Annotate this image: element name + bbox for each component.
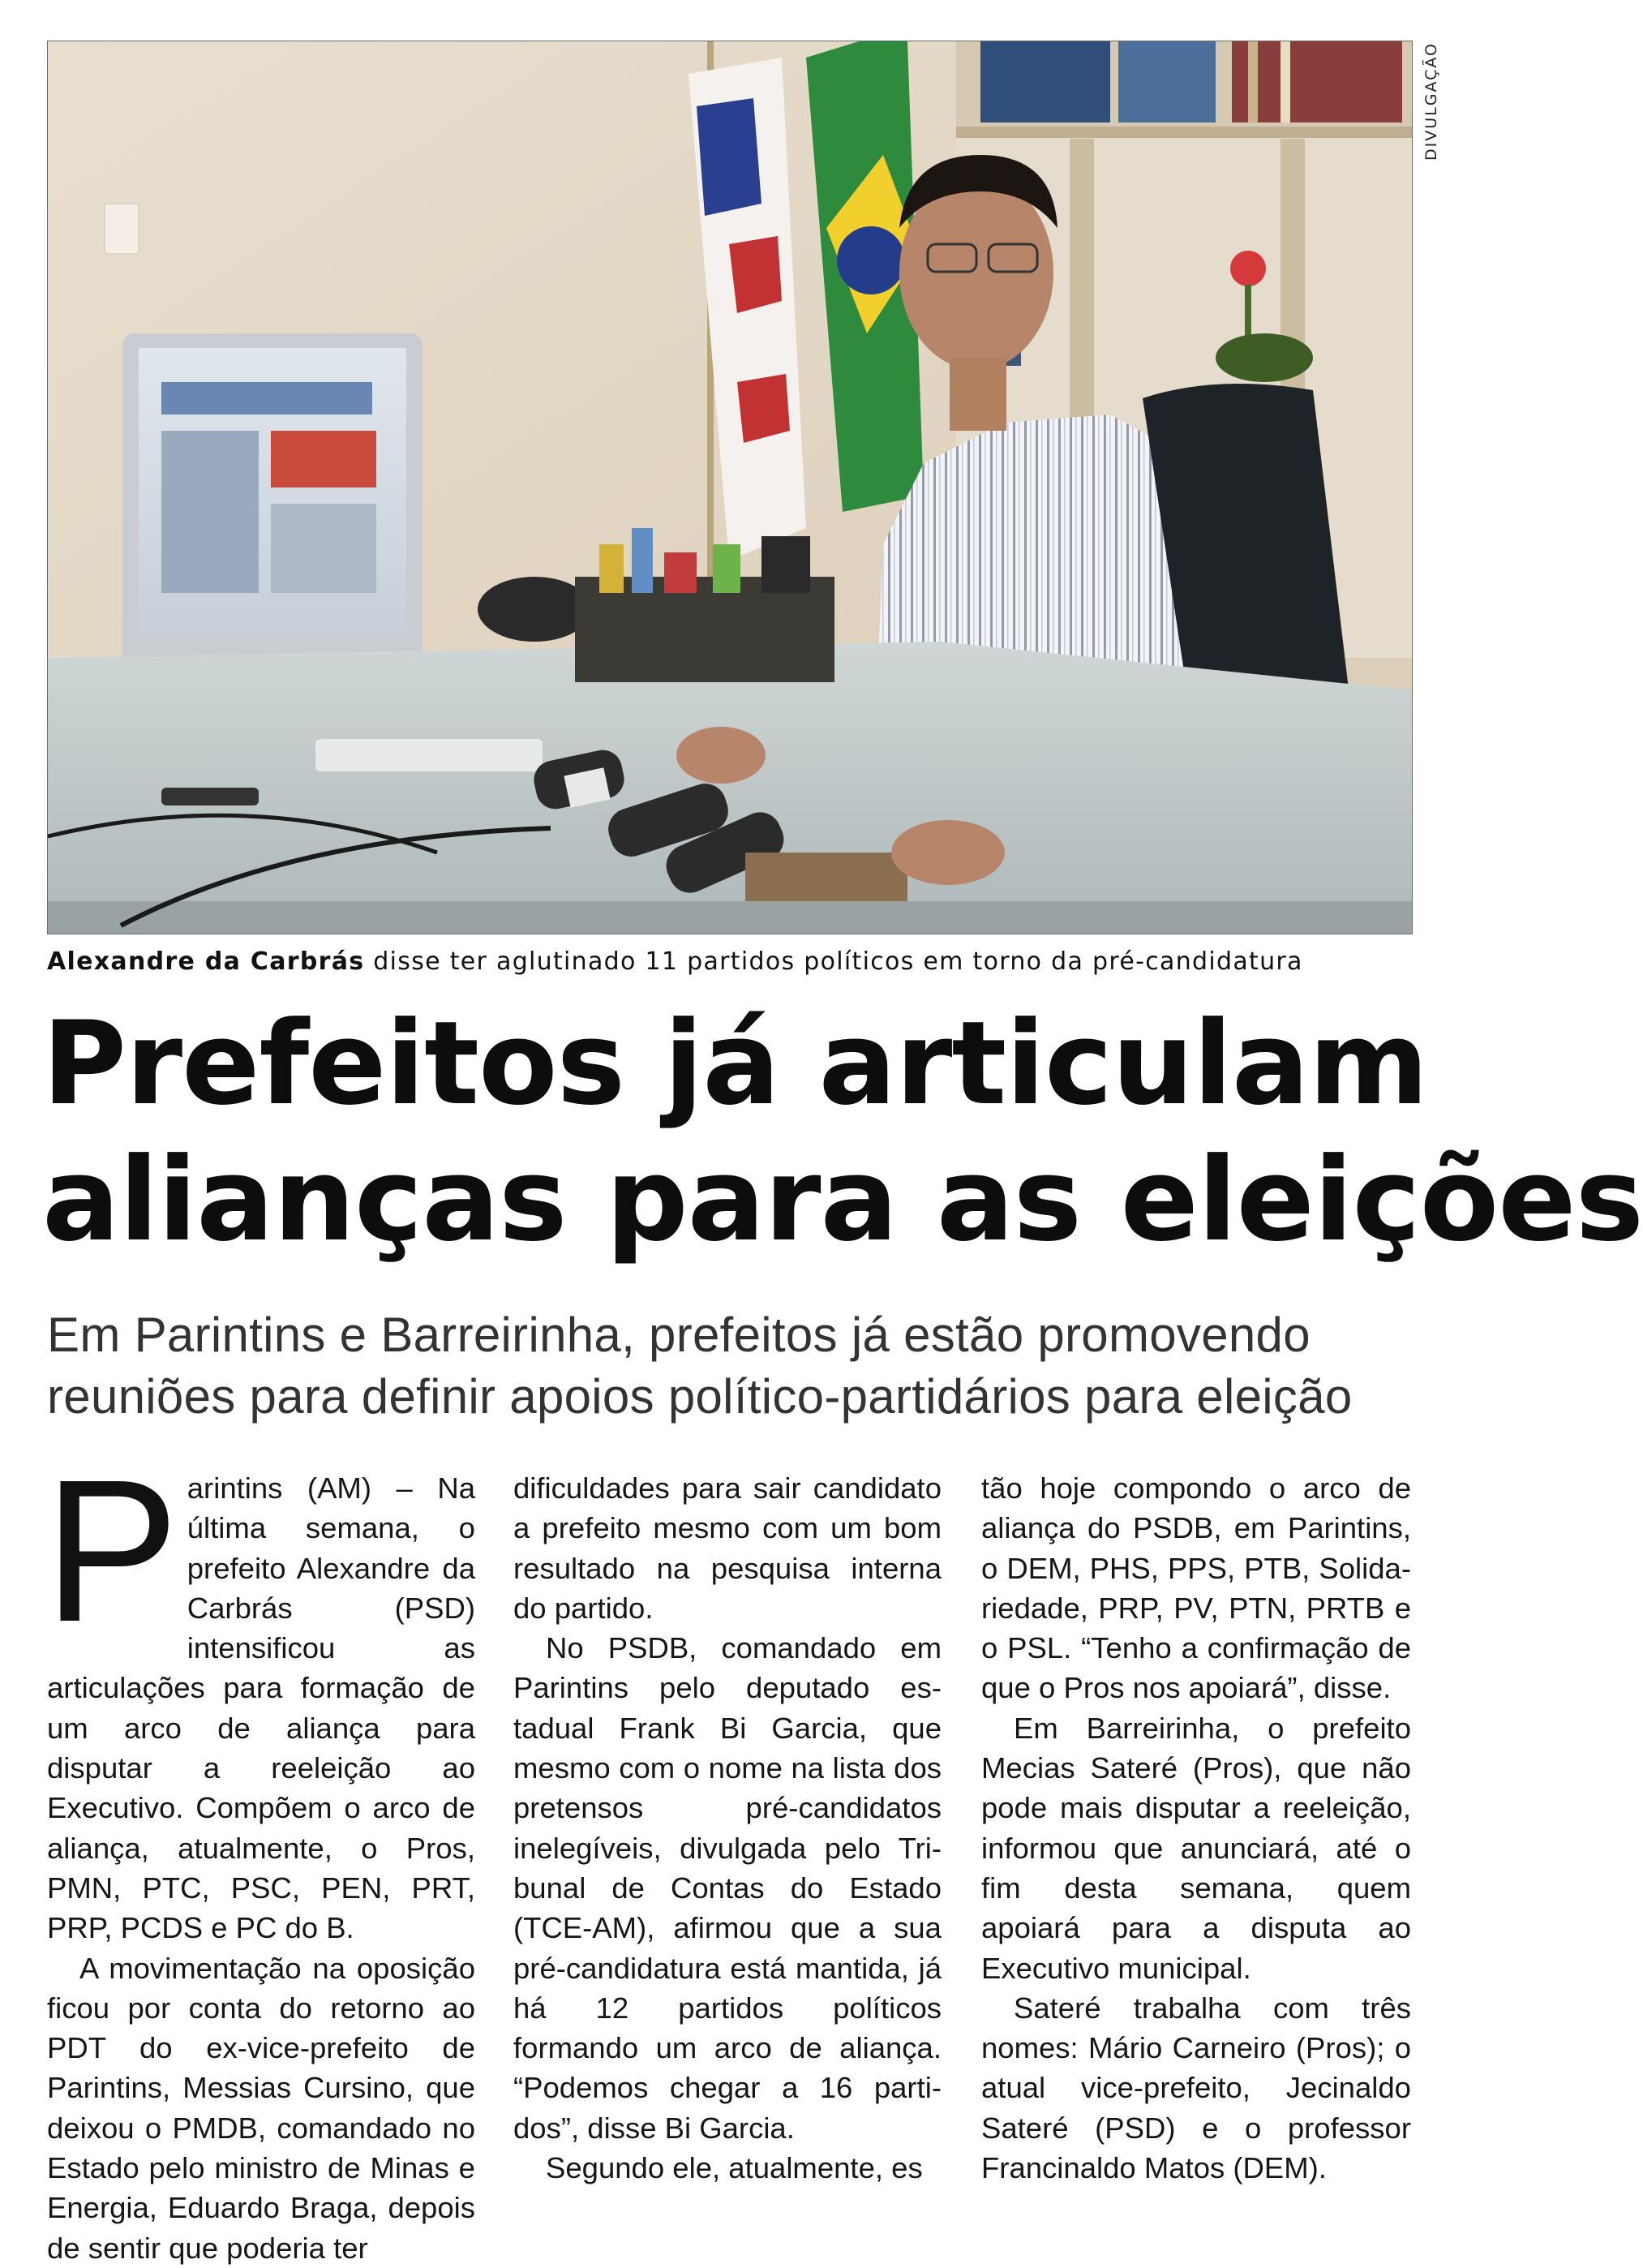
headline-line-1: Prefeitos já articulam — [42, 997, 1428, 1131]
deck-line-1: Em Parintins e Barreirinha, prefeitos já estão promovendo — [47, 1308, 1311, 1362]
article-paragraph: dificuldades para sair candidato a prefeito mesmo com um bom resultado na pesquisa interna do partido. — [513, 1471, 942, 1625]
article-column-3 — [981, 1468, 1411, 2188]
article-paragraph: Segundo ele, atualmente, es — [546, 2151, 923, 2185]
article-photo — [47, 41, 1413, 934]
article-column-1 — [44, 1437, 475, 2268]
paragraph-text: arintins (AM) – Na última semana, o prefeito Alexandre da Carbrás (PSD) intensificou as articulações para formação de um arco de aliança para disputar a reeleição ao Executivo. Compõem o arco de aliança, atualmente, o Pros, PMN, PTC, PSC, PEN, PRT, PRP, PCDS e PC do B. — [47, 1471, 475, 1945]
photo-credit: DIVULGAÇÃO — [1422, 42, 1440, 161]
article-paragraph: Em Barreirinha, o prefeito Mecias Sateré (Pros), que não pode mais disputar a reeleição, informou que anunciará, até o fim desta semana, quem apoiará para a disputa ao Executivo municipal. — [981, 1711, 1411, 1985]
article-paragraph — [44, 1437, 475, 1948]
drop-cap: P — [44, 1437, 179, 1664]
photo-caption — [47, 947, 1418, 976]
caption-text: disse ter aglutinado 11 partidos políticos em torno da pré-candidatura — [364, 947, 1303, 976]
article-paragraph: A movimentação na oposição ficou por conta do retorno ao PDT do ex-vice-prefeito de Parintins, Messias Cursino, que deixou o PMDB, comandado no Estado pelo ministro de Minas e Energia, Eduardo Braga, depois de sentir que poderia ter — [47, 1951, 475, 2265]
article-paragraph: tão hoje compondo o arco de aliança do PSDB, em Parintins, o DEM, PHS, PPS, PTB, Solidariedade, PRP, PV, PTN, PRTB e o PSL. “Tenho a confirmação de que o Pros nos apoiará”, disse. — [981, 1471, 1411, 1705]
deck-line-2: reuniões para definir apoios político-partidários para eleição — [47, 1369, 1353, 1424]
headline-line-2: alianças para as eleições — [42, 1133, 1643, 1267]
deck-subheadline — [47, 1304, 1426, 1428]
caption-name: Alexandre da Carbrás — [47, 947, 365, 976]
article-paragraph: No PSDB, comandado em Parintins pelo deputado estadual Frank Bi Garcia, que mesmo com o nome na lista dos pretensos pré-candidatos inelegíveis, divulgada pelo Tribunal de Contas do Estado (TCE-AM), afirmou que a sua pré-candidatura está mantida, já há 12 partidos políticos formando um arco de aliança. “Podemos chegar a 16 partidos”, disse Bi Garcia. — [513, 1631, 942, 2145]
headline — [42, 996, 1643, 1269]
article-column-2 — [513, 1468, 942, 2188]
article-paragraph: Sateré trabalha com três nomes: Mário Carneiro (Pros); o atual vice-prefeito, Jecinaldo Sateré (PSD) e o professor Francinaldo Matos (DEM). — [981, 1991, 1411, 2185]
